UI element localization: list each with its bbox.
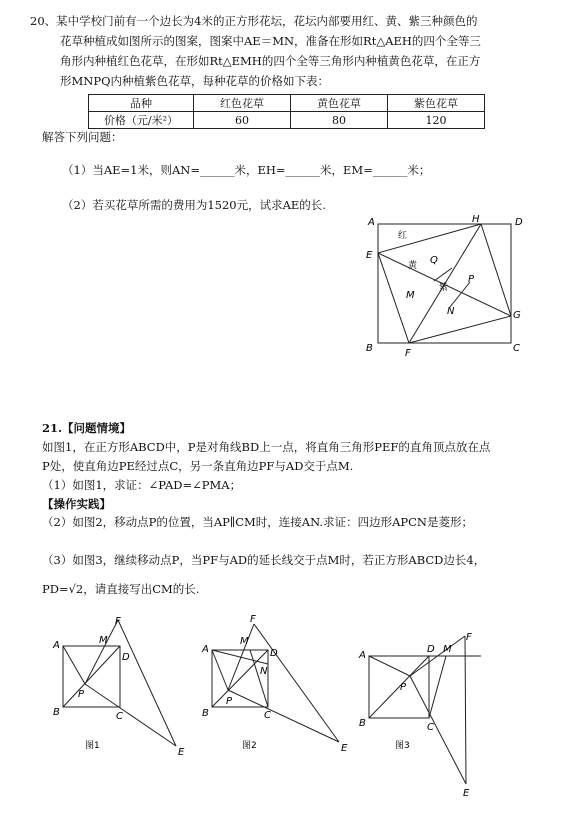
fig20-label-purple: 紫: [439, 283, 449, 293]
fig20-label-Q: Q: [430, 255, 438, 266]
q21-line2: P处，使直角边PE经过点C，另一条直角边PF与AD交于点M.: [42, 459, 354, 473]
fig1-label-F: F: [115, 616, 121, 627]
fig2-label-C: C: [264, 710, 271, 721]
q21-figure-1: [45, 612, 195, 760]
fig1-label-B: B: [53, 707, 60, 718]
price-table-row: [89, 112, 485, 129]
fig20-label-E: E: [366, 250, 373, 261]
q20-line1: 20、某中学校门前有一个边长为4米的正方形花坛，花坛内部要用红、黄、紫三种颜色的: [30, 14, 478, 28]
fig20-label-C: C: [513, 343, 520, 354]
q20-part2: （2）若买花草所需的费用为1520元，试求AE的长.: [62, 198, 326, 212]
fig1-label-E: E: [178, 747, 185, 758]
q21-figure-2: [198, 612, 353, 760]
fig3-label-P: P: [400, 682, 407, 693]
fig3-label-A: A: [359, 650, 366, 661]
q20-line2: 花草种植成如图所示的图案，图案中AE＝MN，准备在形如Rt△AEH的四个全等三: [60, 34, 481, 48]
q21-part3b: PD=√2，请直接写出CM的长.: [42, 582, 200, 596]
q20-figure: [360, 210, 540, 365]
q21-line1: 如图1，在正方形ABCD中，P是对角线BD上一点，将直角三角形PEF的直角顶点放在点: [42, 440, 491, 454]
fig3-label-E: E: [463, 788, 470, 799]
fig2-label-P: P: [226, 696, 233, 707]
fig2-label-E: E: [341, 743, 348, 754]
q20-intro: 解答下列问题：: [42, 130, 123, 144]
q21-figure-3: [355, 628, 495, 800]
price-table-header: 黄色花草: [291, 95, 388, 112]
fig20-label-H: H: [472, 214, 480, 225]
fig3-label-M: M: [443, 644, 452, 655]
price-yellow: 80: [291, 112, 388, 129]
fig20-label-red: 红: [398, 231, 408, 241]
fig1-label-A: A: [53, 640, 60, 651]
fig2-label-A: A: [202, 644, 209, 655]
fig20-label-A: A: [368, 217, 375, 228]
fig1-label-C: C: [116, 711, 123, 722]
price-purple: 120: [388, 112, 485, 129]
price-table: [88, 94, 485, 129]
q21-part2: （2）如图2，移动点P的位置，当AP∥CM时，连接AN.求证：四边形APCN是菱形；: [42, 515, 473, 529]
fig3-label-D: D: [427, 644, 435, 655]
q20-line4: 形MNPQ内种植紫色花草，每种花草的价格如下表：: [60, 74, 330, 88]
fig20-label-G: G: [513, 310, 521, 321]
fig2-label-B: B: [202, 708, 209, 719]
fig3-caption: 图3: [395, 741, 410, 751]
fig3-label-B: B: [359, 718, 366, 729]
fig20-label-D: D: [515, 217, 523, 228]
q20-line3: 角形内种植红色花草，在形如Rt△EMH的四个全等三角形内种植黄色花草，在正方: [60, 54, 481, 68]
price-red: 60: [194, 112, 291, 129]
q21-part1: （1）如图1，求证：∠PAD=∠PMA；: [42, 478, 242, 492]
fig20-label-P: P: [468, 274, 475, 285]
fig3-label-F: F: [466, 632, 472, 643]
q21-heading2: 【操作实践】: [42, 497, 111, 511]
fig2-label-D: D: [270, 648, 278, 659]
price-table-header-row: [89, 95, 485, 112]
q21-part3a: （3）如图3，继续移动点P，当PF与AD的延长线交于点M时，若正方形ABCD边长4，: [42, 553, 486, 567]
fig2-label-M: M: [240, 636, 249, 647]
fig1-label-M: M: [99, 635, 108, 646]
fig20-label-yellow: 黄: [408, 261, 418, 271]
fig20-label-M: M: [406, 290, 415, 301]
fig3-label-C: C: [427, 722, 434, 733]
q20-part1: （1）当AE=1米，则AN=______米，EH=______米，EM=______米；: [62, 163, 431, 177]
fig1-label-P: P: [78, 689, 85, 700]
fig20-label-F: F: [405, 348, 411, 359]
fig2-caption: 图2: [242, 741, 257, 751]
price-table-header: 品种: [89, 95, 194, 112]
fig20-label-N: N: [447, 306, 455, 317]
price-table-header: 紫色花草: [388, 95, 485, 112]
fig2-label-N: N: [260, 666, 268, 677]
fig2-label-F: F: [250, 614, 256, 625]
q21-heading1: 21.【问题情境】: [42, 421, 132, 435]
fig20-label-B: B: [366, 343, 373, 354]
fig1-label-D: D: [122, 652, 130, 663]
price-table-row-label: 价格（元/米²）: [89, 112, 194, 129]
fig1-caption: 图1: [85, 741, 100, 751]
price-table-header: 红色花草: [194, 95, 291, 112]
